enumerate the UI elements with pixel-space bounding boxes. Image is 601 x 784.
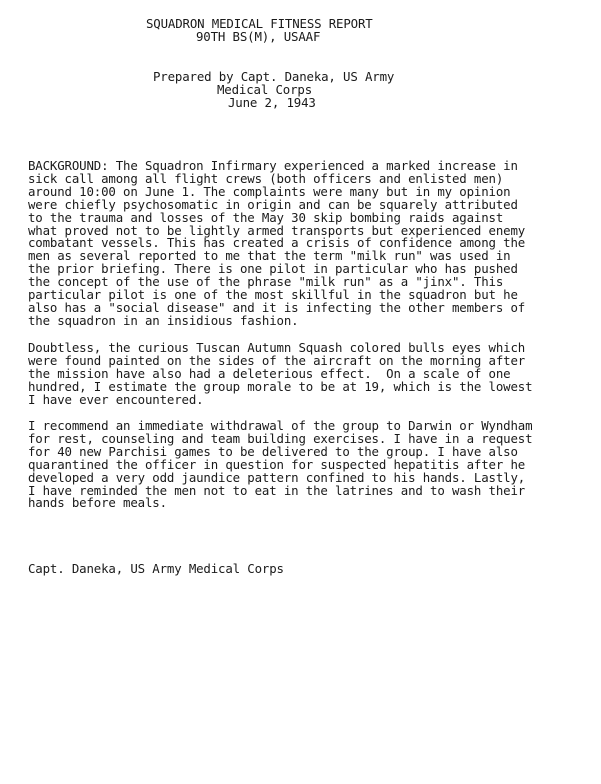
text-line: what proved not to be lightly armed transports but experienced enemy — [28, 222, 526, 238]
text-line: the concept of the use of the phrase "milk run" as a "jinx". This — [28, 274, 504, 290]
text-line: men as several reported to me that the term "milk run" was used in — [28, 248, 511, 264]
text-line: I recommend an immediate withdrawal of the group to Darwin or Wyndham — [28, 418, 533, 433]
text-line: Doubtless, the curious Tuscan Autumn Squash colored bulls eyes which — [28, 340, 526, 355]
text-line: sick call among all flight crews (both officers and enlisted men) — [28, 170, 504, 186]
report-title: SQUADRON MEDICAL FITNESS REPORT — [146, 16, 373, 31]
paragraph-background — [28, 160, 584, 328]
signature-line: Capt. Daneka, US Army Medical Corps — [28, 561, 284, 576]
text-line: also has a "social disease" and it is infecting the other members of — [28, 299, 526, 315]
text-line: for rest, counseling and team building exercises. I have in a request — [28, 430, 533, 446]
text-line: around 10:00 on June 1. The complaints were many but in my opinion — [28, 183, 511, 199]
text-line: the prior briefing. There is one pilot in particular who has pushed — [28, 261, 518, 277]
text-line: the squadron in an insidious fashion. — [28, 312, 299, 328]
text-line: the mission have also had a deleterious effect. On a scale of one — [28, 365, 511, 381]
corps-name: Medical Corps — [217, 82, 313, 97]
text-line: developed a very odd jaundice pattern confined to his hands. Lastly, — [28, 469, 526, 485]
prepared-by: Prepared by Capt. Daneka, US Army — [153, 69, 395, 84]
text-line: hundred, I estimate the group morale to be at 19, which is the lowest — [28, 378, 533, 394]
text-line: BACKGROUND: The Squadron Infirmary experienced a marked increase in — [28, 158, 518, 173]
text-line: I have reminded the men not to eat in the latrines and to wash their — [28, 482, 526, 498]
text-line: to the trauma and losses of the May 30 skip bombing raids against — [28, 209, 504, 225]
paragraph-recommendation — [28, 420, 584, 510]
text-line: for 40 new Parchisi games to be delivered to the group. I have also — [28, 443, 518, 459]
text-line: particular pilot is one of the most skillful in the squadron but he — [28, 287, 518, 303]
text-line: hands before meals. — [28, 495, 167, 511]
report-date: June 2, 1943 — [228, 95, 316, 110]
text-line: combatant vessels. This has created a crisis of confidence among the — [28, 235, 526, 251]
text-line: I have ever encountered. — [28, 391, 204, 407]
text-line: were found painted on the sides of the aircraft on the morning after — [28, 352, 526, 368]
text-line: quarantined the officer in question for suspected hepatitis after he — [28, 456, 526, 472]
paragraph-morale — [28, 342, 584, 407]
text-line: were chiefly psychosomatic in origin and can be squarely attributed — [28, 196, 518, 212]
unit-designation: 90TH BS(M), USAAF — [196, 29, 321, 44]
